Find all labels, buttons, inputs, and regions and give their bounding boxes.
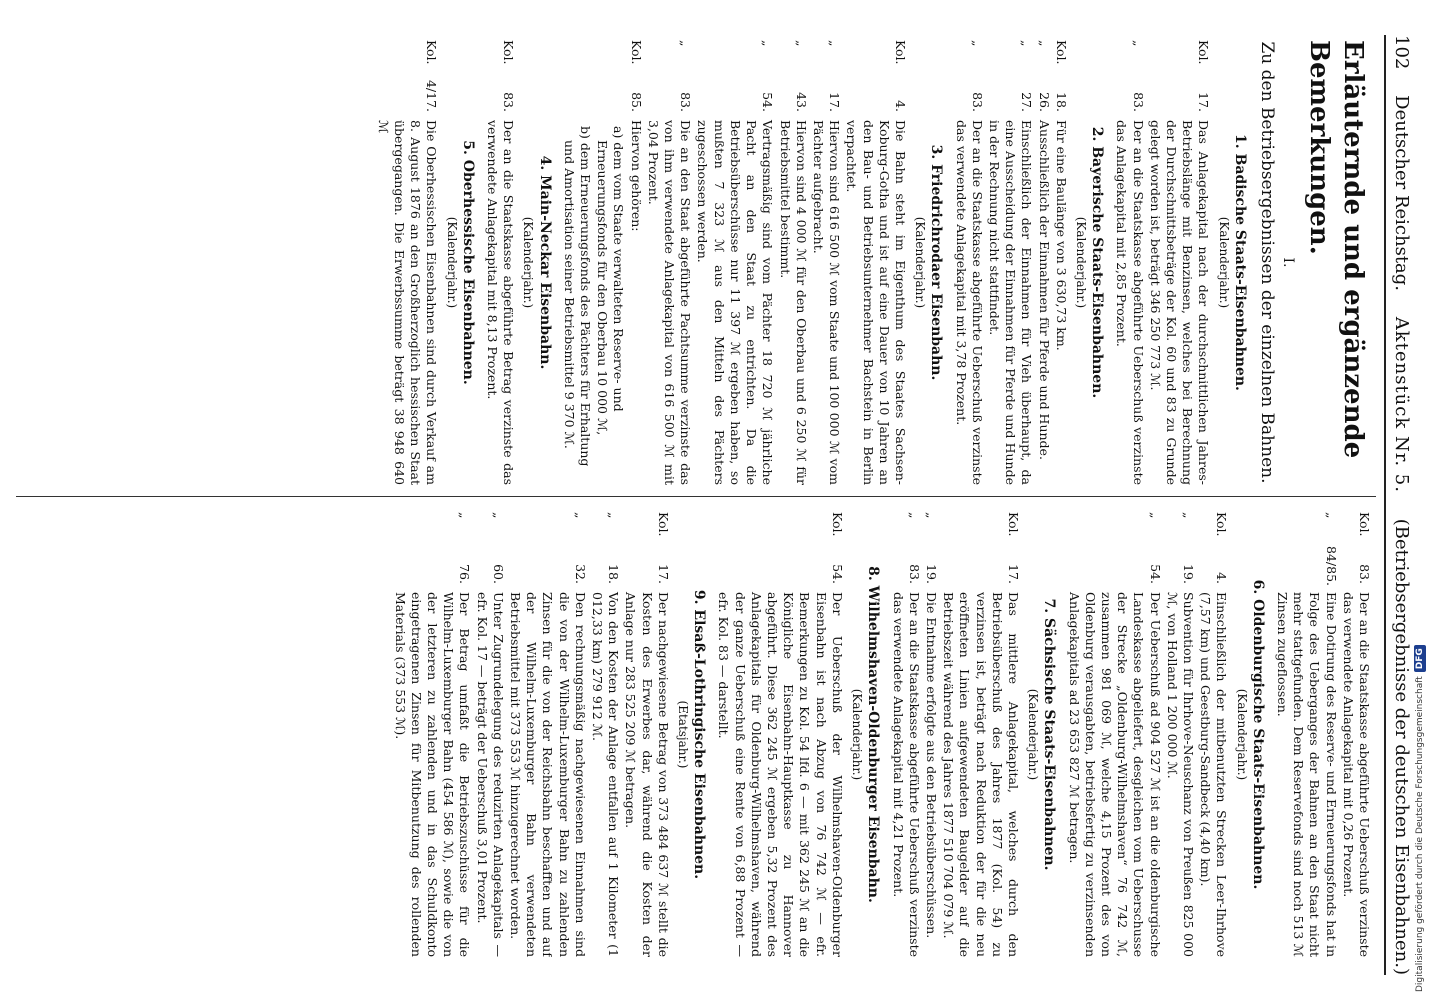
column-ref-label: Kol. <box>1053 40 1069 65</box>
section-heading: 5. Oberhessische Eisenbahnen. <box>459 140 476 385</box>
column-ref-number: 17. <box>1196 92 1212 112</box>
left-column <box>22 40 1372 485</box>
column-ref-label: „ <box>490 512 506 519</box>
remark-text: Die Bahn steht im Eigenthum des Staates Sachsen-Koburg-Gotha und ist auf eine Dauer von 10 Jahren an den Bau- und Betriebsunternehmer Bachstein in Berlin verpachtet. <box>844 120 908 485</box>
section-period: (Kalenderjahr.) <box>1073 216 1088 309</box>
remark-text: Das mittlere Anlagekapital, welches durch den Betriebsüberschuß des Jahres 1877 (Kol. 54) zu verzinsen ist, beträgt nach Reduktion der für die neu eröffneten Linien aufgewendeten Baugelder auf die Betriebszeit während des Jahres 1877 510 704 079 ℳ. <box>941 592 1021 957</box>
column-ref-label: „ <box>793 40 809 47</box>
remark-text: Der Ueberschuß ad 904 527 ℳ ist an die oldenburgische Landeskasse abgeliefert, desgleichen vom Ueberschusse der Strecke „Oldenburg-Wilhelmshaven“ 76 742 ℳ, zusammen 981 069 ℳ, welche 4,15 Prozent des von Oldenburg verausgabten, betriebsfertig zu verzinsenden Anlagekapitals ad 23 653 827 ℳ betragen. <box>1066 592 1163 957</box>
column-ref-number: 18. <box>606 564 622 584</box>
remark-entry <box>940 512 1021 957</box>
remark-entry <box>1340 512 1372 957</box>
remark-text: Der Ueberschuß der Wilhelmshaven-Oldenburger Eisenbahn ist nach Abzug von 76 742 ℳ — efr. Bemerkungen zu Kol. 54 lfd. 6 — mit 362 245 ℳ an die Königliche Eisenbahn-Hauptkasse zu Hannover abgeführt. Diese 362 245 ℳ ergeben 5,32 Prozent des Anlagekapitals für Oldenburg-Wilhelmshaven, während der ganze Ueberschuß eine Rente von 6,88 Prozent — efr. Kol. 83 — darstellt. <box>716 592 845 957</box>
section-heading: 2. Bayerische Staats-Eisenbahnen. <box>1089 126 1106 399</box>
column-ref-number: 19. <box>1180 564 1196 584</box>
remark-text: Der an die Staatskasse abgeführte Ueberschuß verzinste das verwendete Anlagekapital mit 4,21 Prozent. <box>890 592 922 957</box>
column-ref-number: 4. <box>1214 572 1230 584</box>
document-number: Aktenstück Nr. 5. <box>1391 316 1413 493</box>
remark-entry <box>986 40 1035 485</box>
column-ref-label: Kol. <box>892 40 908 65</box>
stamp-text: Digitalisierung gefördert durch die Deutsche Forschungsgemeinschaft <box>1415 676 1425 992</box>
remark-text: Ausschließlich der Einnahmen für Pferde und Hunde. <box>1036 120 1052 460</box>
remark-subitem: a) dem vom Staate verwalteten Reserve- und Erneuerungsfonds für den Oberbau 10 000 ℳ, <box>595 126 627 436</box>
remark-entry <box>1147 40 1212 485</box>
remark-entry <box>694 40 775 485</box>
column-ref-label: „ <box>1323 512 1339 519</box>
section-period: (Kalenderjahr.) <box>850 688 865 781</box>
column-ref-number: 27. <box>1019 92 1035 112</box>
remark-entry <box>715 512 845 957</box>
remark-entry <box>1113 40 1145 485</box>
remark-entry <box>923 512 939 957</box>
section-period: (Etatsjahr.) <box>676 700 691 769</box>
remark-entry <box>645 40 694 485</box>
column-ref-label: „ <box>923 512 939 519</box>
remark-entry <box>843 40 908 485</box>
remark-entry <box>776 40 808 485</box>
remark-entry <box>1053 40 1069 485</box>
section-period: (Kalenderjahr.) <box>1234 688 1249 781</box>
column-ref-label: Kol. <box>1214 512 1230 537</box>
column-ref-label: „ <box>457 512 473 519</box>
section-heading: 9. Elsaß-Lothringische Eisenbahnen. <box>691 589 708 880</box>
column-ref-label: „ <box>1036 40 1052 47</box>
remark-entry <box>375 40 440 485</box>
column-ref-label: Kol. <box>829 512 845 537</box>
section-period: (Kalenderjahr.) <box>913 216 928 309</box>
column-ref-number: 32. <box>572 564 588 584</box>
remark-text: Einschließlich der Einnahmen für Vieh überhaupt, da eine Ausscheidung der Einnahmen für Pferde und Hunde in der Rechnung nicht stattfindet. <box>986 120 1035 485</box>
remark-text: Für eine Baulänge von 3 630,73 km. <box>1053 120 1069 351</box>
remark-entry <box>1035 40 1051 485</box>
column-ref-label: Kol. <box>1196 40 1212 65</box>
column-ref-number: 83. <box>501 92 517 112</box>
remark-text: Von den Kosten der Anlage entfallen auf 1 Kilometer (1 012,33 km) 279 912 ℳ. <box>590 592 622 957</box>
remark-subitem: b) dem Erneuerungsfonds des Pächters für Erhaltung und Amortisation seiner Betriebsmittel 9 370 ℳ. <box>561 126 594 467</box>
part-subtitle: Zu den Betriebsergebnissen der einzelnen Bahnen. <box>1256 41 1277 484</box>
remark-entry <box>1164 512 1196 957</box>
publication-name: Deutscher Reichstag. <box>1391 95 1413 292</box>
remark-text: Unter Zugrundelegung des reduzirten Anlagekapitals — efr. Kol. 17 — beträgt der Ueberschuß 3,01 Prozent. <box>474 592 506 957</box>
remark-entry <box>507 512 588 957</box>
page-title: Erläuternde und ergänzende Bemerkungen. <box>1304 40 1368 459</box>
column-ref-number: 85. <box>628 92 644 112</box>
column-ref-number: 83. <box>678 92 694 112</box>
section-heading: 1. Badische Staats-Eisenbahnen. <box>1231 134 1248 391</box>
column-ref-label: „ <box>760 40 776 47</box>
remark-text: Der an die Staatskasse abgeführte Betrag verzinste das verwendete Anlagekapital mit 8,13 Prozent. <box>485 120 517 485</box>
column-ref-label: Kol. <box>628 40 644 65</box>
column-ref-number: 84/85. <box>1323 546 1339 586</box>
remark-text: Hiervon sind 4 000 ℳ für den Oberbau und 6 250 ℳ für Betriebsmittel bestimmt. <box>777 120 809 485</box>
section-heading: 3. Friedrichrodaer Eisenbahn. <box>928 144 945 381</box>
column-ref-number: 83. <box>1130 92 1146 112</box>
section-heading: 6. Oldenburgische Staats-Eisenbahnen. <box>1249 579 1266 890</box>
column-ref-label: „ <box>678 40 694 47</box>
section-period: (Kalenderjahr.) <box>444 216 459 309</box>
remark-text: Der an die Staatskasse abgeführte Ueberschuß verzinste das verwendete Anlagekapital mit 3,78 Prozent. <box>953 120 985 485</box>
column-ref-label: „ <box>1180 512 1196 519</box>
column-ref-label: „ <box>827 40 843 47</box>
section-heading: 7. Sächsische Staats-Eisenbahnen. <box>1041 598 1058 871</box>
remark-entry <box>1065 512 1162 957</box>
column-ref-number: 60. <box>490 564 506 584</box>
column-ref-number: 83. <box>1357 564 1372 584</box>
column-ref-label: Kol. <box>501 40 517 65</box>
column-ref-label: „ <box>1147 512 1163 519</box>
remark-text: Der an die Staatskasse abgeführte Ueberschuß verzinste das verwendete Anlagekapital mit 0,26 Prozent. <box>1340 592 1372 957</box>
remark-entry <box>484 40 516 485</box>
remark-text: Der nachgewiesene Betrag von 373 484 637 ℳ stellt die Kosten des Erwerbes dar, während die Kosten der Anlage nur 283 525 209 ℳ betragen. <box>623 592 671 957</box>
remark-text: Vertragsmäßig sind vom Pächter 18 720 ℳ jährliche Pacht an den Staat zu entrichten. Da die Betriebsüberschüsse nur 11 397 ℳ ergeben haben, so mußten 7 323 ℳ aus den Mitteln des Pächters zugeschossen werden. <box>695 120 776 485</box>
column-divider <box>16 496 1376 497</box>
remark-text: Die Entnahme erfolgte aus den Betriebsüberschüssen. <box>923 592 939 939</box>
column-ref-label: „ <box>1019 40 1035 47</box>
remark-text: Die Oberhessischen Eisenbahnen sind durch Verkauf am 8. August 1876 an den Großherzoglich hessischen Staat übergegangen. Die Erwerbssumme beträgt 38 948 640 ℳ <box>375 120 440 485</box>
remark-text: Die an den Staat abgeführte Pachtsumme verzinste das von ihm verwendete Anlagekapital von 616 500 ℳ mit 3,04 Prozent. <box>645 120 694 485</box>
remark-text: Hiervon sind 616 500 ℳ vom Staate und 100 000 ℳ vom Pächter aufgebracht. <box>810 120 843 485</box>
column-ref-label: „ <box>1130 40 1146 47</box>
column-ref-number: 26. <box>1036 92 1052 112</box>
section-heading: 8. Wilhelmshaven-Oldenburger Eisenbahn. <box>865 566 882 903</box>
remark-text: Das Anlagekapital nach der durchschnittlichen Jahres-Betriebslänge mit Benzinsen, welches bei Berechnung der Durchschnittsbeträge der Kol. 60 und 83 zu Grunde gelegt worden ist, beträgt 346 250 773 ℳ. <box>1147 120 1212 485</box>
right-column <box>22 512 1372 957</box>
section-period: (Kalenderjahr.) <box>521 216 536 309</box>
remark-entry <box>952 40 984 485</box>
column-ref-number: 83. <box>969 92 985 112</box>
remark-entry <box>473 512 505 957</box>
remark-text: Der Betrag umfaßt die Betriebszuschüsse für die Wilhelm-Luxemburger Bahn (454 586 ℳ), sowie die von der letzteren zu zahlenden und in das Schuldkonto eingetragenen Zinsen für Mitbenutzung des rollenden Materials (373 553 ℳ). <box>392 592 473 957</box>
column-ref-number: 17. <box>655 564 671 584</box>
remark-entry <box>622 512 671 957</box>
column-ref-number: 54. <box>829 564 845 584</box>
remark-entry <box>1274 512 1339 957</box>
section-period: (Kalenderjahr.) <box>1216 216 1231 309</box>
column-ref-label: Kol. <box>424 40 440 65</box>
column-ref-label: Kol. <box>1357 512 1372 537</box>
column-ref-number: 18. <box>1053 92 1069 112</box>
remark-entry <box>1197 512 1229 957</box>
remark-entry <box>810 40 842 485</box>
column-ref-number: 43. <box>793 92 809 112</box>
column-ref-label: „ <box>572 512 588 519</box>
header-rule <box>1384 35 1386 975</box>
column-ref-label: „ <box>906 512 922 519</box>
page-number: 102 <box>1391 35 1413 70</box>
column-ref-number: 83. <box>906 564 922 584</box>
remark-entry <box>627 40 643 485</box>
remark-entry <box>589 512 621 957</box>
column-ref-label: Kol. <box>1005 512 1021 537</box>
column-ref-label: „ <box>969 40 985 47</box>
section-period: (Kalenderjahr.) <box>1026 688 1041 781</box>
remark-entry <box>391 512 472 957</box>
remark-text: Den rechnungsmäßig nachgewiesenen Einnahmen sind die von der Wilhelm-Luxemburger Bahn zu zahlenden Zinsen für die von der Reichsbahn beschafften und auf der Wilhelm-Luxemburger Bahn verwendeten Betriebsmittel mit 373 553 ℳ hinzugerechnet worden. <box>508 592 588 957</box>
column-ref-number: 54. <box>760 92 776 112</box>
column-ref-number: 19. <box>923 564 939 584</box>
column-ref-number: 17. <box>1005 564 1021 584</box>
column-ref-label: „ <box>606 512 622 519</box>
remark-text: Einschließlich der mitbenutzten Strecken Leer-Ihrhove (7,57 km) und Geestburg-Sandbeck (4,40 km). <box>1198 592 1230 957</box>
column-ref-number: 4. <box>892 100 908 112</box>
remark-entry <box>889 512 921 957</box>
section-name: (Betriebsergebnisse der deutschen Eisenbahnen.) <box>1391 518 1413 975</box>
dfg-logo: DFG <box>1414 645 1426 672</box>
column-ref-number: 76. <box>457 564 473 584</box>
column-ref-number: 17. <box>827 92 843 112</box>
digitization-stamp <box>1412 12 1428 992</box>
remark-text: Subvention für Ihrhove-Neuschanz von Preußen 825 000 ℳ, von Holland 1 200 000 ℳ. <box>1164 592 1196 957</box>
remark-text: Der an die Staatskasse abgeführte Ueberschuß verzinste das Anlagekapital mit 2,85 Prozent. <box>1114 120 1146 485</box>
section-heading: 4. Main-Neckar Eisenbahn. <box>536 155 553 370</box>
column-ref-number: 54. <box>1147 564 1163 584</box>
remark-text: Eine Dotirung des Reserve- und Erneuerungsfonds hat in Folge des Ueberganges der Bahnen an den Staat nicht mehr stattgefunden. Dem Reservefonds sind noch 513 ℳ Zinsen zugeflossen. <box>1274 592 1339 957</box>
column-ref-number: 4/17. <box>424 79 440 112</box>
remark-text: Hiervon gehören: <box>628 120 644 232</box>
column-ref-label: Kol. <box>655 512 671 537</box>
part-number: I. <box>1280 257 1296 268</box>
